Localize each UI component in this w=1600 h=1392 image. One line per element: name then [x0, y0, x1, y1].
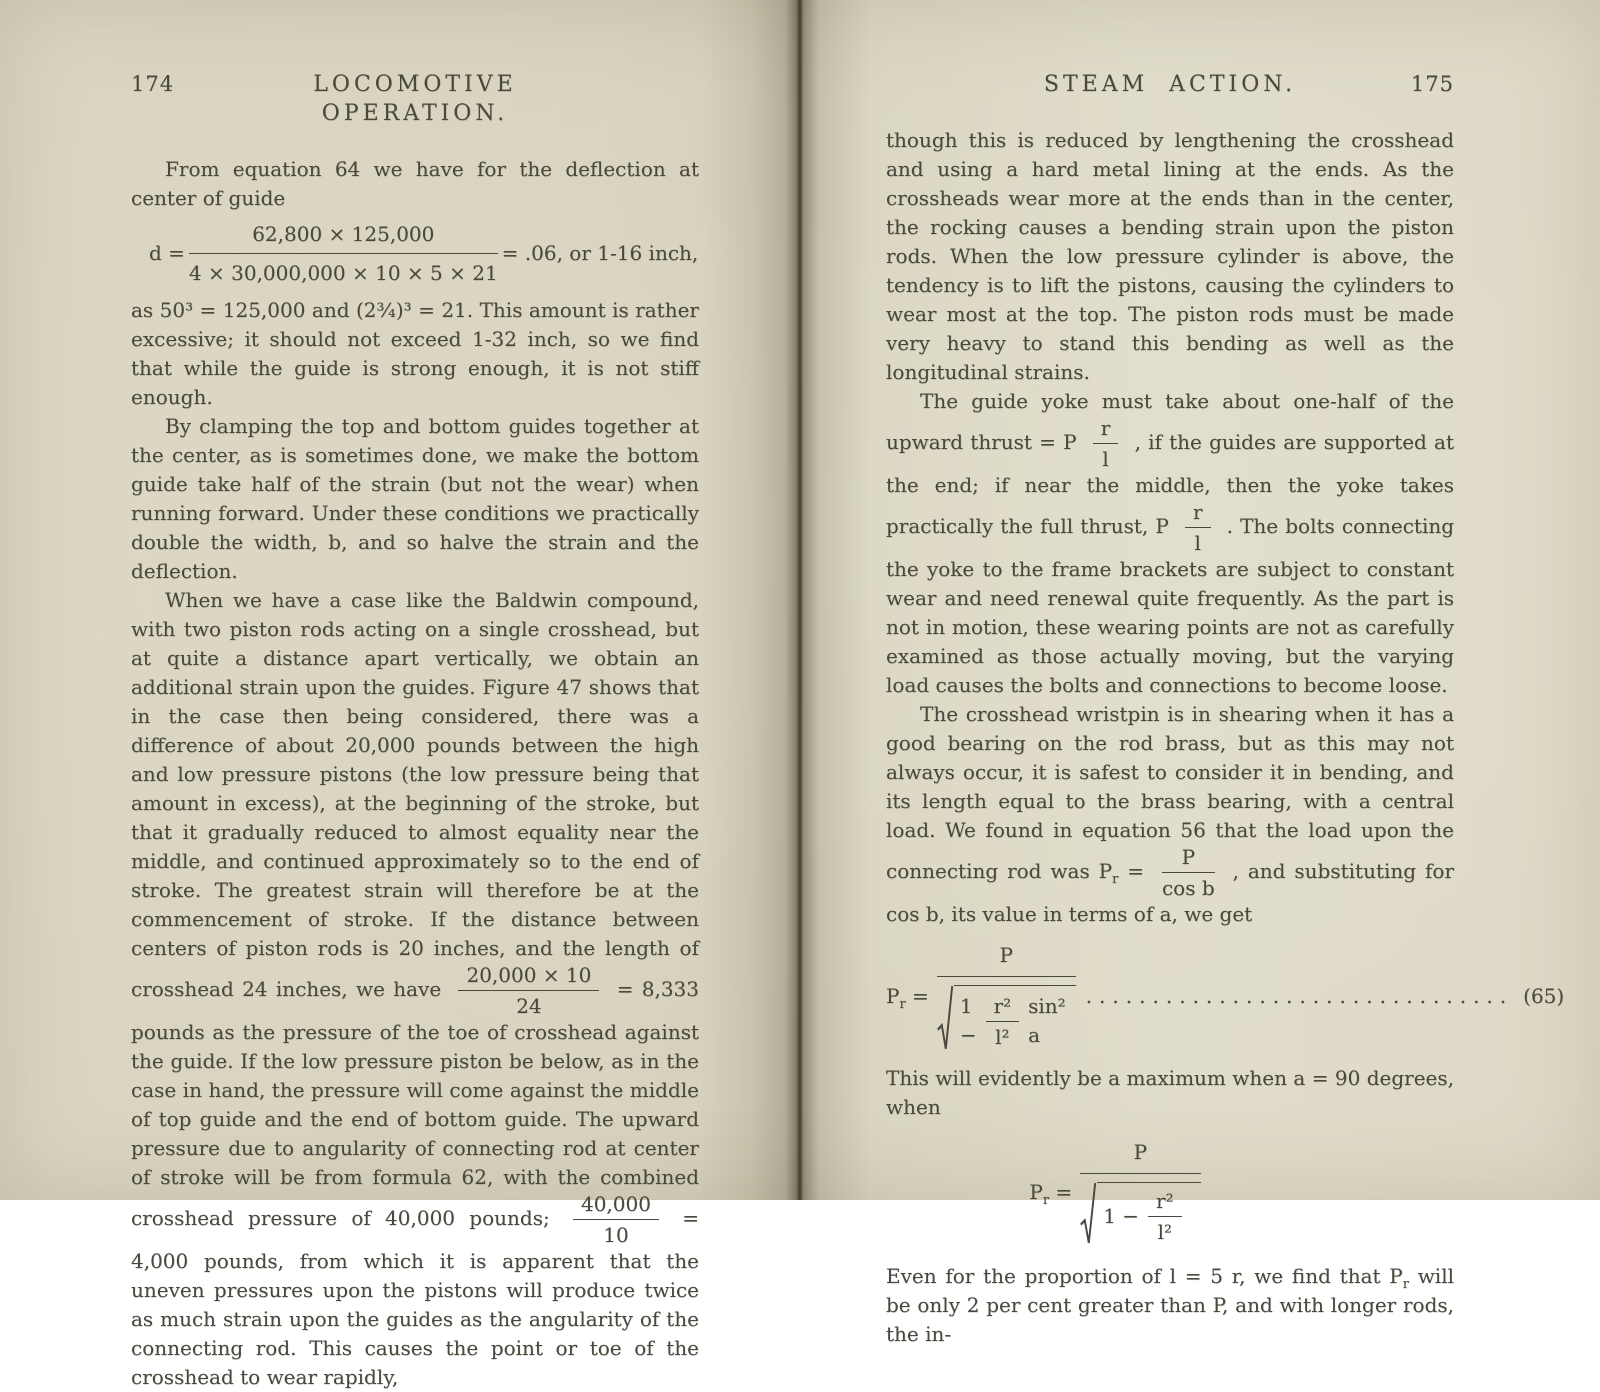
running-head-right: STEAM ACTION.	[1043, 72, 1297, 97]
paragraph-guide-yoke	[886, 387, 1454, 700]
gutter-shadow	[700, 0, 870, 1200]
fraction	[189, 222, 498, 285]
subscript: r	[1042, 1192, 1050, 1208]
fraction-denominator: l²	[995, 1024, 1010, 1049]
running-head-left: LOCOMOTIVE OPERATION.	[313, 72, 517, 126]
fraction	[986, 994, 1020, 1049]
fraction-numerator: r	[1185, 500, 1211, 528]
paragraph-maximum: This will evidently be a maximum when a = 90 degrees, when	[886, 1066, 1454, 1119]
equation-dot-leader: ................................	[1085, 984, 1514, 1008]
text-segment: = 8,333 pounds as the pressure of the toe of crosshead against the guide. If the low pressure piston be below, as in the case in hand, the pressure will come against the middle of top guide and the end of bottom guide. The upward pressure due to angularity of connecting rod at center of stroke will be from formula 62, with the combined crosshead pressure of 40,000 pounds;	[131, 977, 700, 1230]
fraction	[1148, 1189, 1182, 1244]
paragraph-proportion	[886, 1262, 1454, 1349]
text-segment: =	[1055, 1179, 1073, 1204]
fraction	[1080, 1138, 1200, 1246]
fraction-denominator: l	[1102, 447, 1109, 471]
fraction-numerator: r²	[1148, 1189, 1182, 1217]
fraction-numerator: P	[1162, 845, 1215, 873]
fraction-numerator: r	[1093, 416, 1119, 444]
text-segment: The guide yoke must take about one-half of the upward thrust = P	[886, 389, 1454, 454]
page-number-right: 175	[1410, 72, 1454, 96]
fraction-numerator: 40,000	[573, 1192, 659, 1220]
fraction-numerator: 62,800 × 125,000	[189, 222, 498, 254]
radical-sign-icon	[937, 985, 953, 1052]
equation-number: (65)	[1523, 984, 1565, 1008]
paragraph-clamping: By clamping the top and bottom guides together at the center, as is sometimes done, we make the bottom guide take half of the strain (but not the wear) when running forward. Under these conditions we practically double the width, b, and so halve the strain and the deflection.	[131, 414, 699, 583]
text-segment: sin² a	[1028, 994, 1066, 1047]
fraction-denominator: 10	[603, 1223, 629, 1247]
radical-sign-icon	[1080, 1182, 1096, 1246]
subscript: r	[1112, 872, 1119, 887]
paragraph-excessive: as 50³ = 125,000 and (2¾)³ = 21. This amount is rather excessive; it should not exceed 1-32 inch, so we find that while the guide is strong enough, it is not stiff enough.	[131, 298, 699, 409]
page-left-header	[131, 70, 699, 128]
equation-65	[886, 941, 1565, 1052]
equation-deflection	[131, 222, 699, 285]
fraction-denominator: 4 × 30,000,000 × 10 × 5 × 21	[188, 261, 498, 285]
fraction-denominator	[1080, 1174, 1200, 1246]
fraction-denominator: 24	[516, 994, 542, 1018]
text-segment: The crosshead wristpin is in shearing when it has a good bearing on the rod brass, but as this may not always occur, it is safest to consider it in bending, and its length equal to the brass bearing, with a central load. We found in equation 56 that the load upon the connecting rod was P	[886, 702, 1454, 883]
text-segment: P	[886, 984, 900, 1008]
fraction-denominator: l²	[1157, 1220, 1173, 1244]
paragraph-deflection-intro: From equation 64 we have for the deflection at center of guide	[131, 157, 699, 210]
text-segment: =	[1127, 859, 1145, 883]
equation-lhs	[1029, 1178, 1072, 1207]
paragraph-wristpin	[886, 700, 1454, 929]
equation-maximum	[886, 1138, 1454, 1246]
equation-lhs: d =	[149, 241, 185, 265]
text-segment: When we have a case like the Baldwin compound, with two piston rods acting on a single crosshead, but at quite a distance apart vertically, we obtain an additional strain upon the guides. Figure 47 shows that in the case then being considered, there was a difference of about 20,000 pounds between the high and low pressure pistons (the low pressure being that amount in excess), at the beginning of the stroke, but that it gradually reduced to almost equality near the middle, and continued approximately so to the end of stroke. The greatest strain will therefore be at the commencement of stroke. If the distance between centers of piston rods is 20 inches, and the length of crosshead 24 inches, we have	[131, 588, 699, 1001]
text-segment: will be only 2 per cent greater than P, and with longer rods, the in-	[886, 1264, 1454, 1346]
fraction	[458, 963, 599, 1018]
fraction	[937, 941, 1076, 1052]
fraction-numerator: r²	[986, 994, 1020, 1022]
page-number-left: 174	[131, 72, 175, 96]
page-right	[886, 70, 1565, 1349]
fraction	[1162, 845, 1215, 900]
subscript: r	[899, 997, 906, 1012]
subscript: r	[1402, 1277, 1409, 1292]
text-segment: 1 −	[1103, 1204, 1140, 1228]
text-segment: Even for the proportion of l = 5 r, we find that P	[886, 1264, 1403, 1288]
fraction	[1093, 416, 1119, 471]
text-segment: , if the guides are supported at the end; if near the middle, then the yoke takes practically the full thrust, P	[886, 430, 1455, 538]
radical	[1080, 1182, 1200, 1246]
fraction-denominator	[937, 977, 1076, 1052]
fraction-numerator: P	[1080, 1138, 1200, 1174]
fraction-denominator: l	[1194, 531, 1201, 555]
fraction-numerator: 20,000 × 10	[458, 963, 599, 991]
equation-result: = .06, or 1-16 inch,	[501, 241, 699, 265]
radical-body	[1097, 1182, 1200, 1246]
page-left	[131, 70, 699, 1392]
fraction-numerator: P	[937, 941, 1076, 977]
fraction-denominator: cos b	[1161, 876, 1215, 900]
equation-lhs	[886, 982, 929, 1011]
radical-body	[954, 985, 1076, 1052]
fraction	[1185, 500, 1211, 555]
fraction	[573, 1192, 659, 1247]
text-segment: . The bolts connecting the yoke to the frame brackets are subject to constant wear and need renewal quite frequently. As the part is not in motion, these wearing points are not as carefully examined as those actually moving, but the varying load causes the bolts and connections to become loose.	[886, 514, 1455, 697]
page-right-header	[886, 70, 1454, 99]
text-segment: P	[1029, 1179, 1043, 1204]
text-segment: = 4,000 pounds, from which it is apparent that the uneven pressures upon the pistons will produce twice as much strain upon the guides as the angularity of the connecting rod. This causes the point or toe of the crosshead to wear rapidly,	[131, 1206, 700, 1389]
paragraph-crosshead-wear: though this is reduced by lengthening the crosshead and using a hard metal lining at the ends. As the crossheads wear more at the ends than in the center, the rocking causes a bending strain upon the piston rods. When the low pressure cylinder is above, the tendency is to lift the pistons, causing the cylinders to wear most at the top. The piston rods must be made very heavy to stand this bending as well as the longitudinal strains.	[886, 128, 1454, 384]
text-segment: , and substituting for cos b, its value in terms of a, we get	[886, 859, 1455, 926]
paragraph-baldwin-compound	[131, 586, 699, 1392]
text-segment: =	[912, 984, 929, 1008]
text-segment: 1 −	[959, 994, 977, 1047]
radical	[937, 985, 1076, 1052]
